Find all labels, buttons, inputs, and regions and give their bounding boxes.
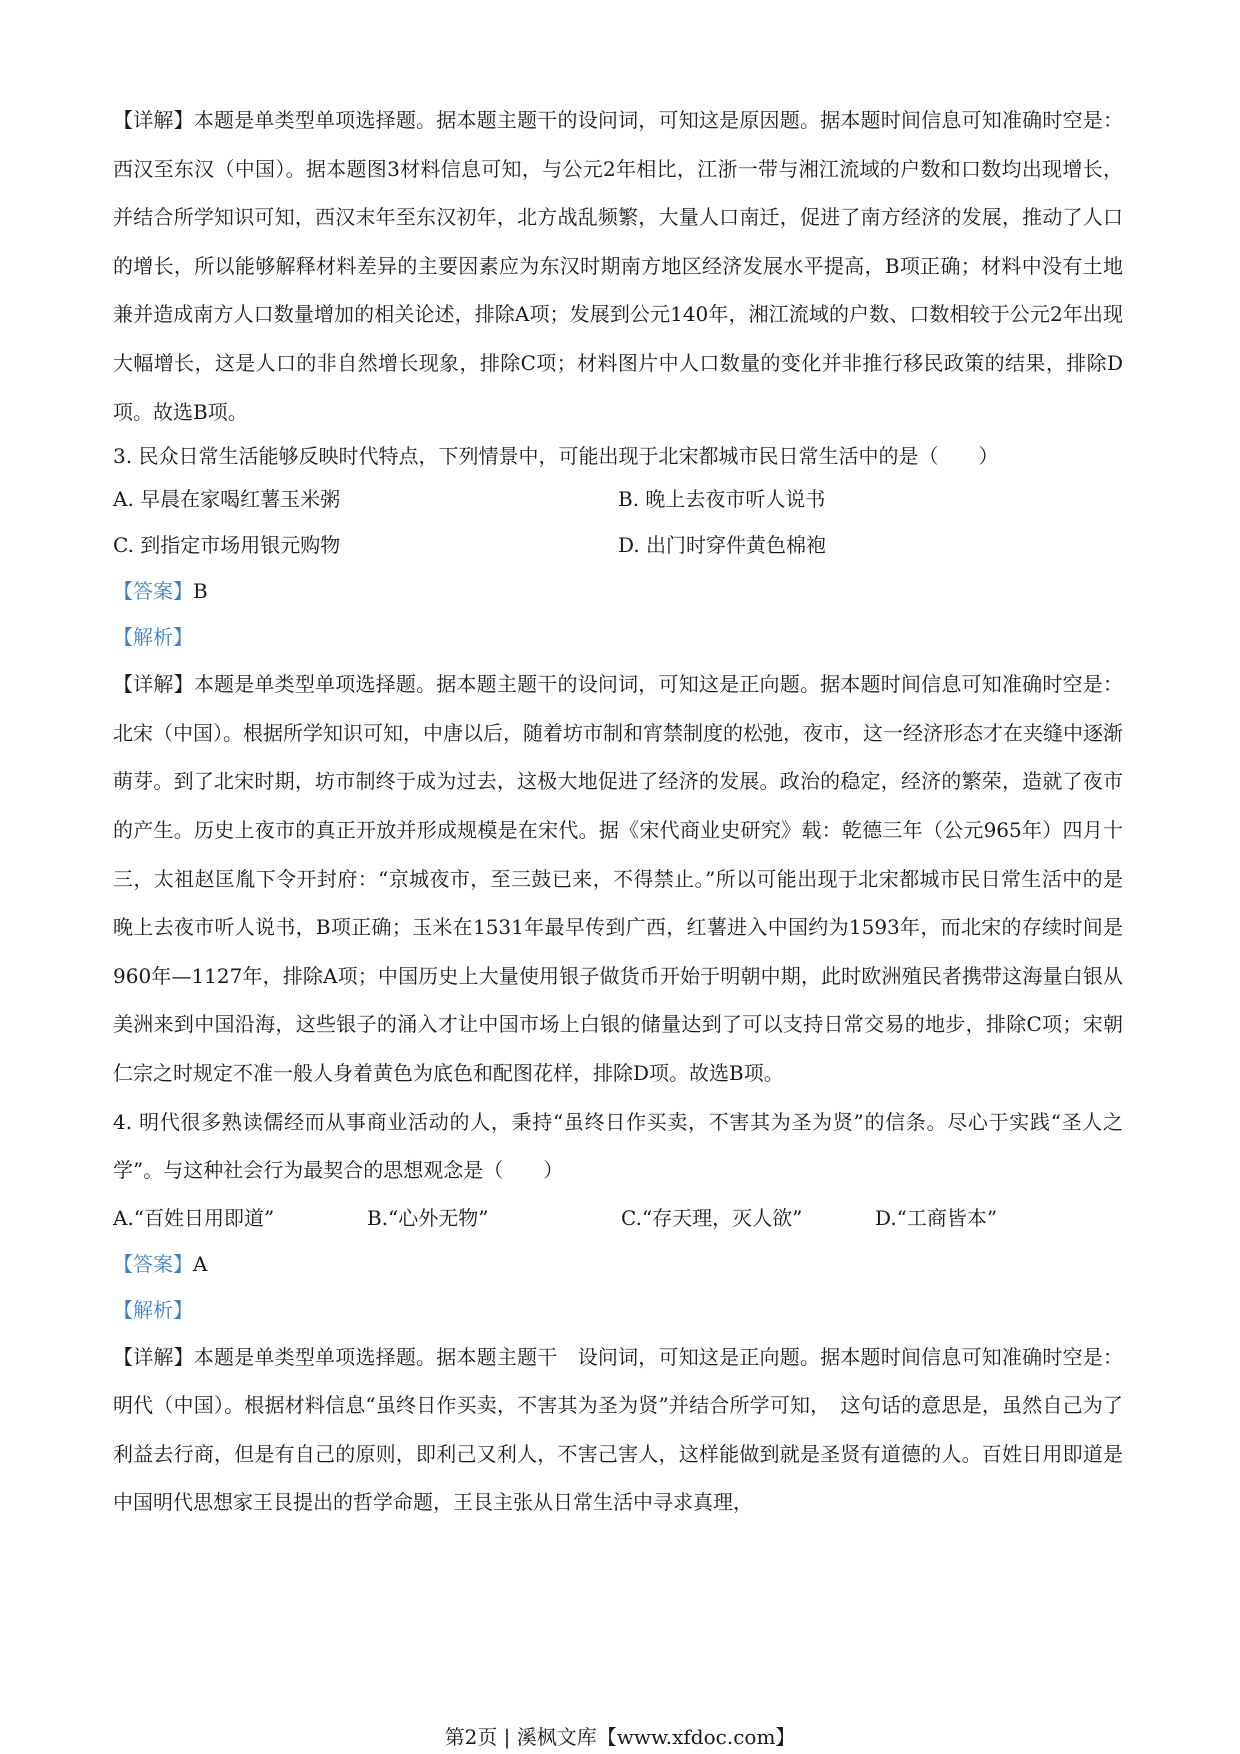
q4-stem: 4. 明代很多熟读儒经而从事商业活动的人，秉持“虽终日作买卖，不害其为圣为贤”的信条。尽心于实践“圣人之学”。与这种社会行为最契合的思想观念是（ ） — [113, 1109, 1123, 1183]
document-body — [113, 96, 1123, 1527]
q3-analysis-label: 【解析】 — [113, 625, 193, 650]
q3-answer-value: B — [193, 579, 208, 604]
q4-analysis-label: 【解析】 — [113, 1297, 193, 1322]
q3-options-row-2 — [113, 522, 1123, 568]
q4-option-d: D.“工商皆本” — [875, 1205, 998, 1230]
q4-option-c: C.“存天理，灭人欲” — [621, 1205, 803, 1230]
q4-answer-value: A — [193, 1251, 208, 1276]
q3-option-d: D. 出门时穿件黄色棉袍 — [618, 533, 827, 558]
q3-options-row-1 — [113, 476, 1123, 522]
q4-answer-label: 【答案】 — [113, 1251, 193, 1276]
q3-option-c: C. 到指定市场用银元购物 — [113, 533, 341, 558]
q2-detail: 【详解】本题是单类型单项选择题。据本题主题干的设问词，可知这是原因题。据本题时间信息可知准确时空是：西汉至东汉（中国）。据本题图3材料信息可知，与公元2年相比，江浙一带与湘江流域的户数和口数均出现增长，并结合所学知识可知，西汉末年至东汉初年，北方战乱频繁，大量人口南迁，促进了南方经济的发展，推动了人口的增长，所以能够解释材料差异的主要因素应为东汉时期南方地区经济发展水平提高，B项正确；材料中没有土地兼并造成南方人口数量增加的相关论述，排除A项；发展到公元140年，湘江流域的户数、口数相较于公元2年出现大幅增长，这是人口的非自然增长现象，排除C项；材料图片中人口数量的变化并非推行移民政策的结果，排除D项。故选B项。 — [113, 108, 1123, 424]
q3-answer-label: 【答案】 — [113, 579, 193, 604]
q4-detail: 【详解】本题是单类型单项选择题。据本题主题干 设问词，可知这是正向题。据本题时间信息可知准确时空是：明代（中国）。根据材料信息“虽终日作买卖，不害其为圣为贤”并结合所学可知， 这句话的意思是，虽然自己为了利益去行商，但是有自己的原则，即利己又利人，不害己害人，这样能做到就是圣贤有道德的人。百姓日用即道是中国明代思想家王艮提出的哲学命题，王艮主张从日常生活中寻求真理， — [113, 1344, 1123, 1515]
page-footer: 第2页 | 溪枫文库【www.xfdoc.com】 — [444, 1725, 796, 1749]
q4-options-row — [113, 1195, 1123, 1241]
q3-option-a: A. 早晨在家喝红薯玉米粥 — [113, 487, 341, 512]
q4-option-b: B.“心外无物” — [367, 1205, 489, 1230]
q3-option-b: B. 晚上去夜市听人说书 — [618, 487, 826, 512]
q3-answer — [113, 568, 1123, 614]
q3-detail: 【详解】本题是单类型单项选择题。据本题主题干的设问词，可知这是正向题。据本题时间信息可知准确时空是：北宋（中国）。根据所学知识可知，中唐以后，随着坊市制和宵禁制度的松弛，夜市，这一经济形态才在夹缝中逐渐萌芽。到了北宋时期，坊市制终于成为过去，这极大地促进了经济的发展。政治的稳定，经济的繁荣，造就了夜市的产生。历史上夜市的真正开放并形成规模是在宋代。据《宋代商业史研究》载：乾德三年（公元965年）四月十三，太祖赵匡胤下令开封府：“京城夜市，至三鼓已来，不得禁止。”所以可能出现于北宋都城市民日常生活中的是晚上去夜市听人说书，B项正确；玉米在1531年最早传到广西，红薯进入中国约为1593年，而北宋的存续时间是960年—1127年，排除A项；中国历史上大量使用银子做货币开始于明朝中期，此时欧洲殖民者携带这海量白银从美洲来到中国沿海，这些银子的涌入才让中国市场上白银的储量达到了可以支持日常交易的地步，排除C项；宋朝仁宗之时规定不准一般人身着黄色为底色和配图花样，排除D项。故选B项。 — [113, 672, 1123, 1085]
q4-answer — [113, 1241, 1123, 1287]
q3-stem: 3. 民众日常生活能够反映时代特点，下列情景中，可能出现于北宋都城市民日常生活中的是（ ） — [113, 444, 999, 469]
q4-option-a: A.“百姓日用即道” — [113, 1205, 275, 1230]
